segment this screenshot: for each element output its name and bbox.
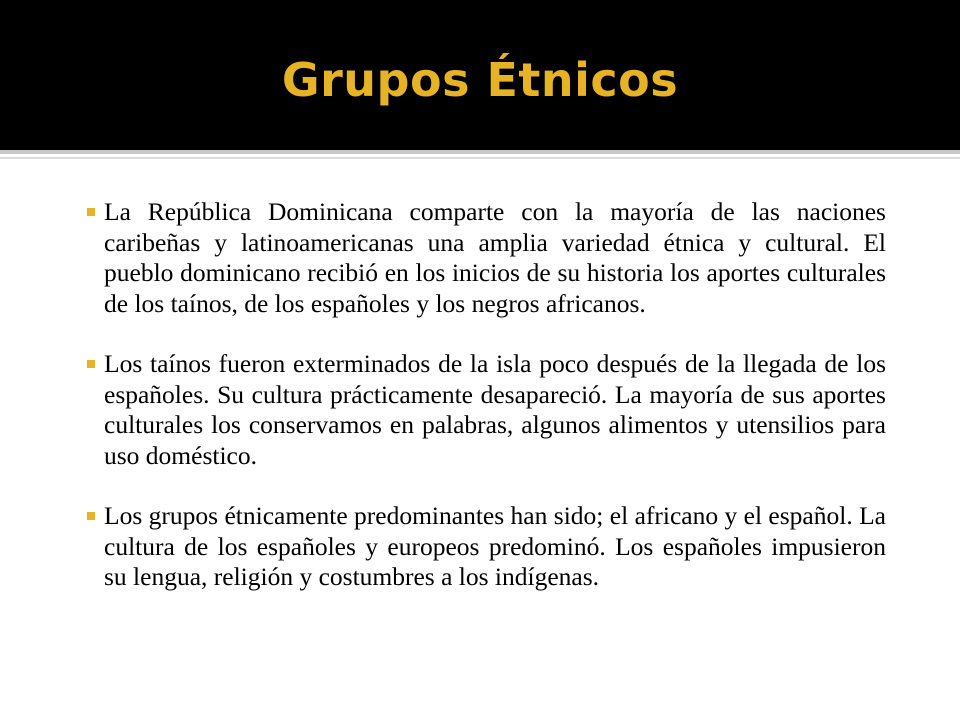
bullet-text: Los grupos étnicamente predominantes han sido; el africano y el español. La cultura de los españoles y europeos predominó. Los españoles impusieron su lengua, religión y costumbres a los indígenas.	[104, 501, 886, 591]
bullet-item	[104, 349, 886, 471]
square-bullet-icon	[87, 360, 95, 368]
square-bullet-icon	[87, 208, 95, 216]
bullet-text: Los taínos fueron exterminados de la isla poco después de la llegada de los españoles. Su cultura prácticamente desapareció. La mayoría de sus aportes culturales los conservamos en palabras, algunos alimentos y utensilios para uso doméstico.	[104, 349, 886, 470]
square-bullet-icon	[87, 512, 95, 520]
title-divider-secondary	[0, 157, 960, 159]
title-divider	[0, 150, 960, 154]
slide-title: Grupos Étnicos	[281, 53, 679, 107]
bullet-item	[104, 501, 886, 593]
bullet-item	[104, 197, 886, 319]
title-band	[0, 0, 960, 150]
bullet-text: La República Dominicana comparte con la mayoría de las naciones caribeñas y latinoamericanas una amplia variedad étnica y cultural. El pueblo dominicano recibió en los inicios de su historia los aportes culturales de los taínos, de los españoles y los negros africanos.	[104, 197, 886, 318]
bullet-list	[104, 197, 886, 593]
